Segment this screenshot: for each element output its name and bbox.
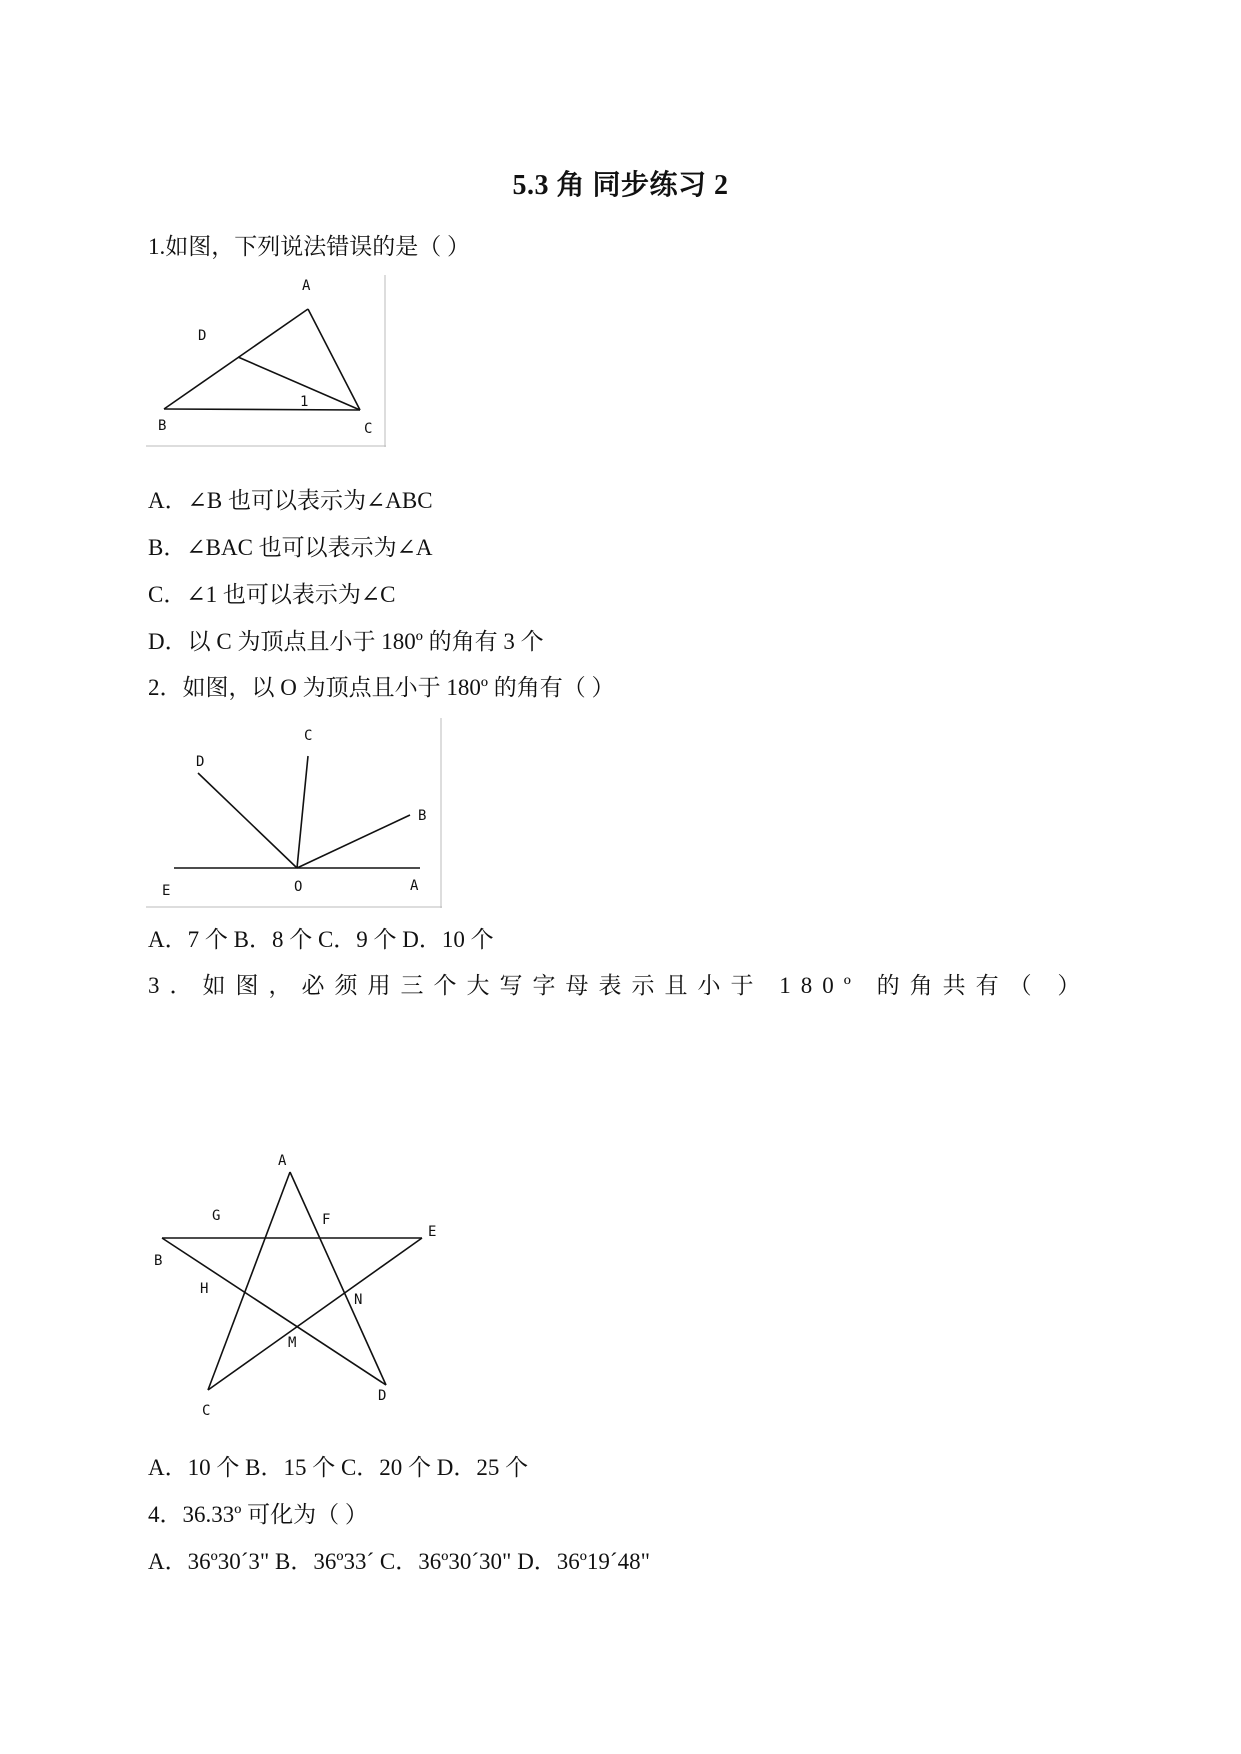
ray-oc: [297, 756, 308, 868]
page-title: 5.3 角 同步练习 2: [512, 170, 729, 201]
q3-label-a: A: [278, 1153, 287, 1169]
q4-stem: 4．36.33º 可化为（ ）: [148, 1502, 368, 1527]
q2-label-a: A: [410, 878, 419, 894]
q3-label-e: E: [428, 1224, 437, 1240]
segment-ac: [308, 309, 360, 410]
q3-label-c: C: [202, 1403, 211, 1419]
q1-label-1: 1: [300, 394, 309, 410]
q1-option-c: C．∠1 也可以表示为∠C: [148, 582, 396, 607]
q3-label-h: H: [200, 1281, 209, 1297]
ray-od: [198, 773, 297, 868]
q1-option-d: D．以 C 为顶点且小于 180º 的角有 3 个: [148, 629, 544, 654]
segment-dc: [238, 357, 360, 410]
q2-label-e: E: [162, 883, 171, 899]
q2-figure: [146, 718, 442, 908]
segment-ce: [208, 1238, 422, 1390]
q3-stem: 3．如图，必须用三个大写字母表示且小于 180º 的角共有（ ）: [148, 973, 1091, 998]
q2-label-o: O: [294, 879, 303, 895]
q1-label-a: A: [302, 278, 311, 294]
q3-figure: [146, 1150, 446, 1430]
q3-label-d: D: [378, 1388, 387, 1404]
q1-label-d: D: [198, 328, 207, 344]
q1-option-b: B．∠BAC 也可以表示为∠A: [148, 535, 433, 560]
q1-stem: 1.如图，下列说法错误的是（ ）: [148, 234, 470, 259]
q1-label-b: B: [158, 418, 167, 434]
segment-ac: [208, 1172, 290, 1390]
segment-bc: [164, 409, 360, 410]
q3-label-n: N: [354, 1292, 363, 1308]
q3-label-m: M: [288, 1335, 297, 1351]
q3-label-b: B: [154, 1253, 163, 1269]
q3-options: A．10 个 B．15 个 C．20 个 D．25 个: [148, 1455, 529, 1480]
q2-stem: 2．如图，以 O 为顶点且小于 180º 的角有（ ）: [148, 675, 615, 700]
q2-label-c: C: [304, 728, 313, 744]
q2-label-d: D: [196, 754, 205, 770]
q2-options: A．7 个 B．8 个 C．9 个 D．10 个: [148, 927, 494, 952]
segment-ba: [164, 309, 308, 409]
q1-label-c: C: [364, 421, 373, 437]
q4-options: A．36º30´3" B．36º33´ C．36º30´30" D．36º19´48": [148, 1549, 650, 1574]
q3-label-g: G: [212, 1208, 221, 1224]
q1-figure: [146, 275, 386, 447]
q2-label-b: B: [418, 808, 427, 824]
q1-option-a: A．∠B 也可以表示为∠ABC: [148, 488, 433, 513]
q3-label-f: F: [322, 1212, 331, 1228]
ray-ob: [297, 815, 410, 868]
